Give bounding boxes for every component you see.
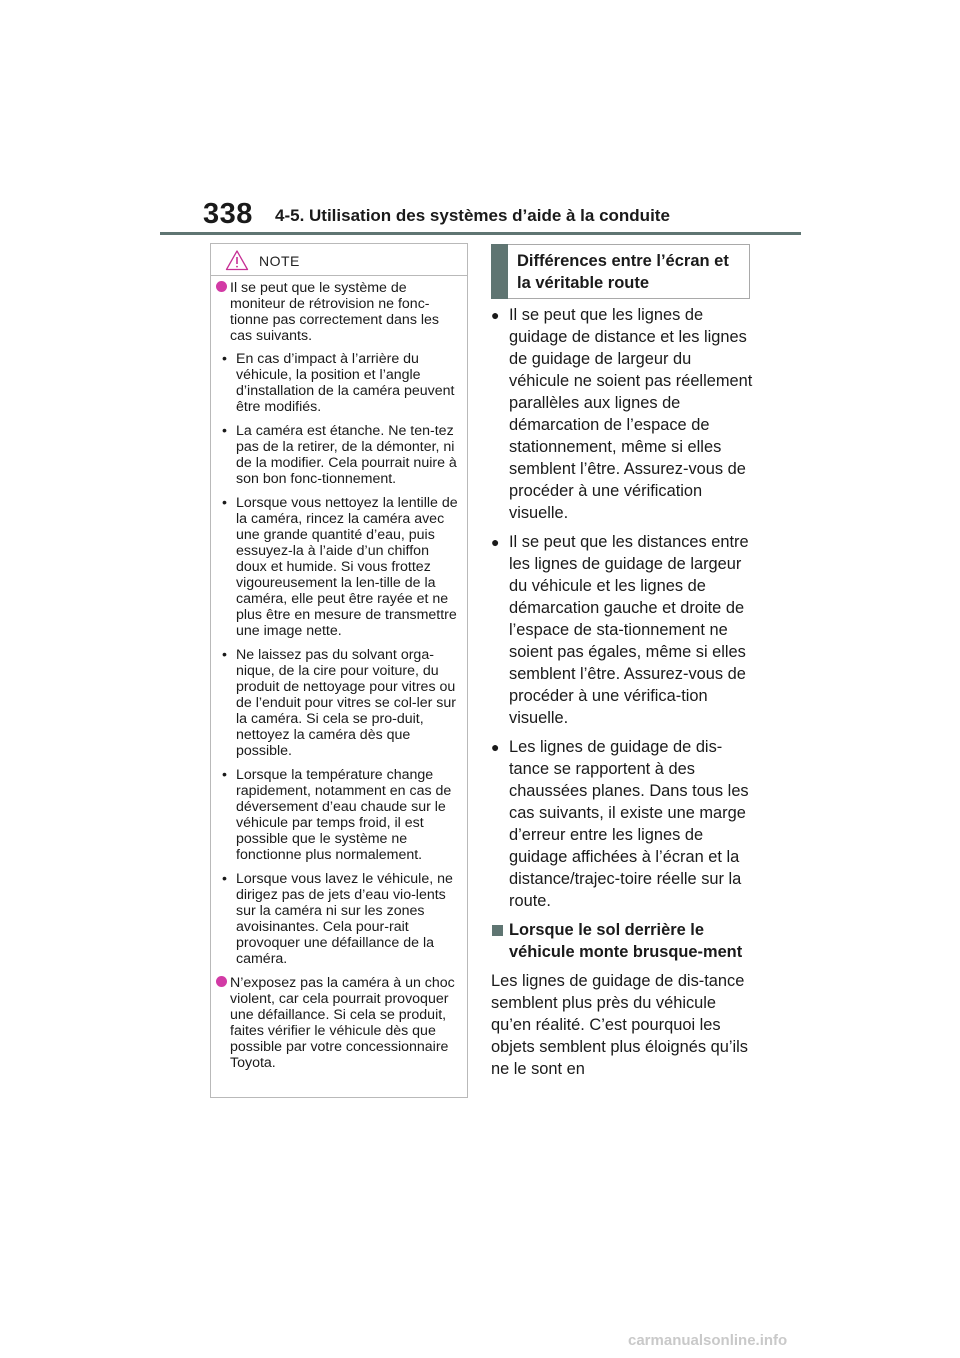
note-paragraph-text: N’exposez pas la caméra à un choc violent, car cela pourrait provoquer une défaillance. Si cela se produit, faites vérifier le véhicule dès que possible par votre concessionnaire Toyota. (230, 975, 455, 1071)
right-column (491, 304, 753, 1080)
header-rule (160, 232, 801, 235)
right-subheading (491, 919, 753, 963)
note-paragraph-text: Il se peut que le système de moniteur de rétrovision ne fonc-tionne pas correctement dans les cas suivants. (230, 280, 439, 344)
right-bullet-text: Les lignes de guidage de dis-tance se rapportent à des chaussées planes. Dans tous les cas suivants, il existe une marge d’erreur entre les lignes de guidage affichées à l’écran et la distance/trajec-toire réelle sur la route. (509, 738, 749, 910)
note-item (216, 423, 461, 487)
note-item (216, 767, 461, 863)
right-paragraph: Les lignes de guidage de dis-tance semblent plus près du véhicule qu’en réalité. C’est pourquoi les objets semblent plus éloignés qu’ils ne le sont en (491, 972, 748, 1078)
note-body (211, 276, 467, 1071)
warning-triangle-icon (225, 249, 249, 271)
bullet-dot-icon (216, 976, 227, 987)
note-item (216, 871, 461, 967)
page-number: 338 (203, 198, 253, 230)
note-item-text: En cas d’impact à l’arrière du véhicule, la position et l’angle d’installation de la caméra peuvent être modifiés. (236, 351, 455, 415)
bullet-icon: • (222, 351, 227, 367)
right-bullet-text: Il se peut que les lignes de guidage de distance et les lignes de guidage de largeur du véhicule ne soient pas réellement parallèles aux lignes de démarcation de l’espace de stationnement, même si elles semblent l’être. Assurez-vous de procéder à une vérification visuelle. (509, 306, 753, 522)
square-bullet-icon (492, 925, 503, 936)
bullet-icon: • (222, 423, 227, 439)
note-paragraph (216, 280, 461, 344)
bullet-icon: • (222, 495, 227, 511)
bullet-dot-icon (216, 281, 227, 292)
note-item-text: Lorsque vous nettoyez la lentille de la caméra, rincez la caméra avec une grande quantité d’eau, puis essuyez-la à l’aide d’un chiffon doux et humide. Si vous frottez vigoureusement la len-tille de la caméra, elle peut être rayée et ne plus être en mesure de transmettre une image nette. (236, 495, 458, 639)
bullet-icon: • (222, 871, 227, 887)
note-item-text: Ne laissez pas du solvant orga-nique, de la cire pour voiture, du produit de nettoyage pour vitres ou de l’enduit pour vitres se col-ler sur la caméra. Si cela se pro-duit, nettoyez la caméra dès que possible. (236, 647, 457, 759)
bullet-icon: • (222, 647, 227, 663)
bullet-dot-icon: ● (491, 534, 500, 550)
note-header (211, 244, 467, 276)
right-bullet (491, 304, 753, 524)
right-bullet (491, 736, 753, 912)
section-title: 4-5. Utilisation des systèmes d’aide à la conduite (275, 206, 670, 225)
right-bullet-text: Il se peut que les distances entre les lignes de guidage de largeur du véhicule et les lignes de démarcation gauche et droite de l’espace de sta-tionnement ne soient pas égales, même si elles semblent l’être. Assurez-vous de procéder à une vérifica-tion visuelle. (509, 533, 749, 727)
note-item-text: La caméra est étanche. Ne ten-tez pas de la retirer, de la démonter, ni de la modifier. Cela pourrait nuire à son bon fonc-tionnement. (236, 423, 457, 487)
bullet-dot-icon: ● (491, 739, 500, 755)
subsection-title: Différences entre l’écran et la véritable route (517, 252, 729, 292)
bullet-icon: • (222, 767, 227, 783)
note-item-text: Lorsque la température change rapidement, notamment en cas de déversement d’eau chaude sur le véhicule par temps froid, il est possible que le système ne fonctionne plus normalement. (236, 767, 452, 863)
subsection-title-box (491, 244, 750, 299)
note-item (216, 351, 461, 415)
right-bullet (491, 531, 753, 729)
bullet-dot-icon: ● (491, 307, 500, 323)
subsection-accent-bar (491, 244, 508, 299)
note-box (210, 243, 468, 1098)
note-paragraph (216, 975, 461, 1071)
watermark: carmanualsonline.info (628, 1332, 788, 1349)
note-label: NOTE (259, 253, 300, 269)
right-subheading-text: Lorsque le sol derrière le véhicule monte brusque-ment (509, 921, 743, 961)
note-item-text: Lorsque vous lavez le véhicule, ne dirigez pas de jets d’eau vio-lents sur la caméra ni sur les zones avoisinantes. Cela pour-rait provoquer une défaillance de la caméra. (236, 871, 453, 967)
note-item (216, 647, 461, 759)
note-item (216, 495, 461, 639)
